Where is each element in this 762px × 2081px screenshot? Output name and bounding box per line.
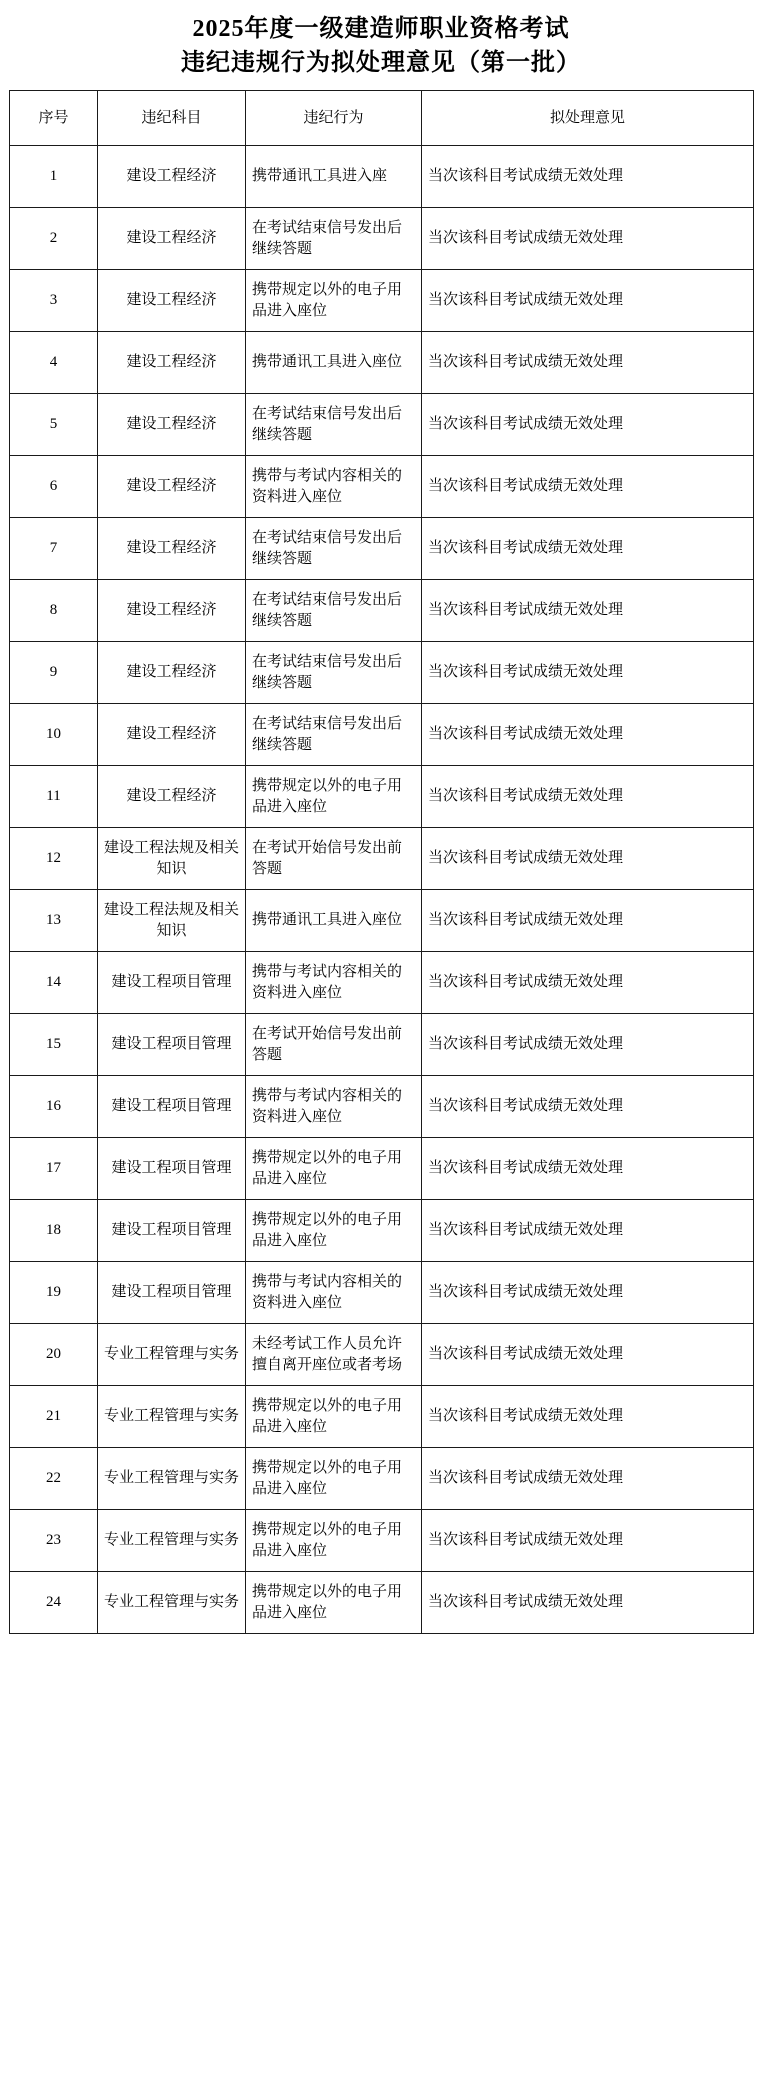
- cell-behavior: 携带规定以外的电子用品进入座位: [246, 270, 422, 332]
- cell-opinion: 当次该科目考试成绩无效处理: [422, 456, 754, 518]
- cell-behavior: 携带规定以外的电子用品进入座位: [246, 1448, 422, 1510]
- cell-opinion: 当次该科目考试成绩无效处理: [422, 952, 754, 1014]
- cell-subject: 建设工程经济: [98, 580, 246, 642]
- cell-index: 22: [10, 1448, 98, 1510]
- cell-index: 3: [10, 270, 98, 332]
- cell-subject: 建设工程项目管理: [98, 1138, 246, 1200]
- cell-subject: 建设工程经济: [98, 766, 246, 828]
- table-row: [10, 1200, 754, 1262]
- cell-behavior: 携带规定以外的电子用品进入座位: [246, 1138, 422, 1200]
- cell-subject: 建设工程法规及相关知识: [98, 828, 246, 890]
- cell-behavior: 携带规定以外的电子用品进入座位: [246, 1510, 422, 1572]
- cell-opinion: 当次该科目考试成绩无效处理: [422, 580, 754, 642]
- cell-subject: 建设工程项目管理: [98, 952, 246, 1014]
- cell-opinion: 当次该科目考试成绩无效处理: [422, 1200, 754, 1262]
- cell-subject: 建设工程经济: [98, 208, 246, 270]
- column-header-behavior: 违纪行为: [246, 91, 422, 146]
- cell-opinion: 当次该科目考试成绩无效处理: [422, 270, 754, 332]
- cell-behavior: 在考试结束信号发出后继续答题: [246, 394, 422, 456]
- cell-behavior: 在考试结束信号发出后继续答题: [246, 208, 422, 270]
- cell-subject: 建设工程经济: [98, 642, 246, 704]
- cell-subject: 建设工程经济: [98, 146, 246, 208]
- violation-table: [9, 90, 754, 1634]
- cell-subject: 建设工程法规及相关知识: [98, 890, 246, 952]
- table-row: [10, 1262, 754, 1324]
- cell-index: 14: [10, 952, 98, 1014]
- table-row: [10, 704, 754, 766]
- cell-opinion: 当次该科目考试成绩无效处理: [422, 890, 754, 952]
- cell-subject: 建设工程经济: [98, 332, 246, 394]
- cell-behavior: 携带规定以外的电子用品进入座位: [246, 1572, 422, 1634]
- table-row: [10, 1014, 754, 1076]
- cell-behavior: 携带通讯工具进入座: [246, 146, 422, 208]
- table-row: [10, 580, 754, 642]
- cell-index: 10: [10, 704, 98, 766]
- cell-subject: 专业工程管理与实务: [98, 1510, 246, 1572]
- cell-subject: 建设工程经济: [98, 456, 246, 518]
- column-header-opinion: 拟处理意见: [422, 91, 754, 146]
- cell-subject: 专业工程管理与实务: [98, 1448, 246, 1510]
- cell-index: 4: [10, 332, 98, 394]
- cell-behavior: 携带与考试内容相关的资料进入座位: [246, 952, 422, 1014]
- cell-behavior: 在考试结束信号发出后继续答题: [246, 704, 422, 766]
- cell-opinion: 当次该科目考试成绩无效处理: [422, 394, 754, 456]
- table-row: [10, 1324, 754, 1386]
- cell-opinion: 当次该科目考试成绩无效处理: [422, 704, 754, 766]
- cell-subject: 建设工程经济: [98, 518, 246, 580]
- cell-subject: 建设工程经济: [98, 394, 246, 456]
- cell-opinion: 当次该科目考试成绩无效处理: [422, 828, 754, 890]
- cell-behavior: 在考试结束信号发出后继续答题: [246, 580, 422, 642]
- cell-behavior: 在考试开始信号发出前答题: [246, 828, 422, 890]
- cell-opinion: 当次该科目考试成绩无效处理: [422, 146, 754, 208]
- cell-behavior: 未经考试工作人员允许擅自离开座位或者考场: [246, 1324, 422, 1386]
- table-body: [10, 146, 754, 1634]
- cell-opinion: 当次该科目考试成绩无效处理: [422, 1572, 754, 1634]
- cell-opinion: 当次该科目考试成绩无效处理: [422, 1076, 754, 1138]
- cell-index: 12: [10, 828, 98, 890]
- table-row: [10, 146, 754, 208]
- title-line-1: 2025年度一级建造师职业资格考试: [192, 16, 570, 42]
- cell-opinion: 当次该科目考试成绩无效处理: [422, 1324, 754, 1386]
- cell-behavior: 携带规定以外的电子用品进入座位: [246, 1200, 422, 1262]
- table-row: [10, 828, 754, 890]
- table-row: [10, 766, 754, 828]
- cell-subject: 专业工程管理与实务: [98, 1324, 246, 1386]
- cell-opinion: 当次该科目考试成绩无效处理: [422, 1510, 754, 1572]
- table-row: [10, 952, 754, 1014]
- cell-behavior: 携带通讯工具进入座位: [246, 890, 422, 952]
- table-row: [10, 890, 754, 952]
- cell-behavior: 携带与考试内容相关的资料进入座位: [246, 1076, 422, 1138]
- cell-index: 1: [10, 146, 98, 208]
- cell-index: 11: [10, 766, 98, 828]
- cell-index: 13: [10, 890, 98, 952]
- table-header: [10, 91, 754, 146]
- table-row: [10, 1448, 754, 1510]
- table-header-row: [10, 91, 754, 146]
- table-row: [10, 1572, 754, 1634]
- cell-subject: 建设工程项目管理: [98, 1200, 246, 1262]
- cell-behavior: 携带与考试内容相关的资料进入座位: [246, 456, 422, 518]
- table-row: [10, 1386, 754, 1448]
- cell-behavior: 携带与考试内容相关的资料进入座位: [246, 1262, 422, 1324]
- table-row: [10, 270, 754, 332]
- table-row: [10, 1138, 754, 1200]
- cell-opinion: 当次该科目考试成绩无效处理: [422, 1448, 754, 1510]
- cell-index: 5: [10, 394, 98, 456]
- cell-index: 6: [10, 456, 98, 518]
- cell-subject: 专业工程管理与实务: [98, 1572, 246, 1634]
- cell-opinion: 当次该科目考试成绩无效处理: [422, 1262, 754, 1324]
- cell-index: 2: [10, 208, 98, 270]
- cell-behavior: 携带规定以外的电子用品进入座位: [246, 1386, 422, 1448]
- cell-opinion: 当次该科目考试成绩无效处理: [422, 1014, 754, 1076]
- cell-opinion: 当次该科目考试成绩无效处理: [422, 332, 754, 394]
- cell-index: 23: [10, 1510, 98, 1572]
- table-row: [10, 208, 754, 270]
- column-header-index: 序号: [10, 91, 98, 146]
- cell-behavior: 携带规定以外的电子用品进入座位: [246, 766, 422, 828]
- cell-opinion: 当次该科目考试成绩无效处理: [422, 208, 754, 270]
- cell-subject: 建设工程经济: [98, 704, 246, 766]
- cell-subject: 建设工程经济: [98, 270, 246, 332]
- cell-index: 24: [10, 1572, 98, 1634]
- document-title: [0, 0, 762, 90]
- title-line-2: 违纪违规行为拟处理意见（第一批）: [181, 50, 581, 76]
- cell-opinion: 当次该科目考试成绩无效处理: [422, 1386, 754, 1448]
- cell-opinion: 当次该科目考试成绩无效处理: [422, 1138, 754, 1200]
- column-header-subject: 违纪科目: [98, 91, 246, 146]
- table-row: [10, 1076, 754, 1138]
- table-row: [10, 394, 754, 456]
- cell-opinion: 当次该科目考试成绩无效处理: [422, 518, 754, 580]
- cell-index: 9: [10, 642, 98, 704]
- cell-index: 18: [10, 1200, 98, 1262]
- cell-index: 15: [10, 1014, 98, 1076]
- cell-behavior: 在考试结束信号发出后继续答题: [246, 642, 422, 704]
- cell-index: 19: [10, 1262, 98, 1324]
- cell-index: 21: [10, 1386, 98, 1448]
- table-row: [10, 1510, 754, 1572]
- table-row: [10, 642, 754, 704]
- cell-index: 7: [10, 518, 98, 580]
- cell-subject: 建设工程项目管理: [98, 1262, 246, 1324]
- cell-subject: 建设工程项目管理: [98, 1076, 246, 1138]
- table-row: [10, 518, 754, 580]
- cell-index: 17: [10, 1138, 98, 1200]
- cell-subject: 专业工程管理与实务: [98, 1386, 246, 1448]
- cell-opinion: 当次该科目考试成绩无效处理: [422, 642, 754, 704]
- cell-opinion: 当次该科目考试成绩无效处理: [422, 766, 754, 828]
- cell-index: 20: [10, 1324, 98, 1386]
- cell-behavior: 在考试开始信号发出前答题: [246, 1014, 422, 1076]
- cell-behavior: 在考试结束信号发出后继续答题: [246, 518, 422, 580]
- cell-index: 8: [10, 580, 98, 642]
- cell-subject: 建设工程项目管理: [98, 1014, 246, 1076]
- cell-index: 16: [10, 1076, 98, 1138]
- table-row: [10, 332, 754, 394]
- table-row: [10, 456, 754, 518]
- cell-behavior: 携带通讯工具进入座位: [246, 332, 422, 394]
